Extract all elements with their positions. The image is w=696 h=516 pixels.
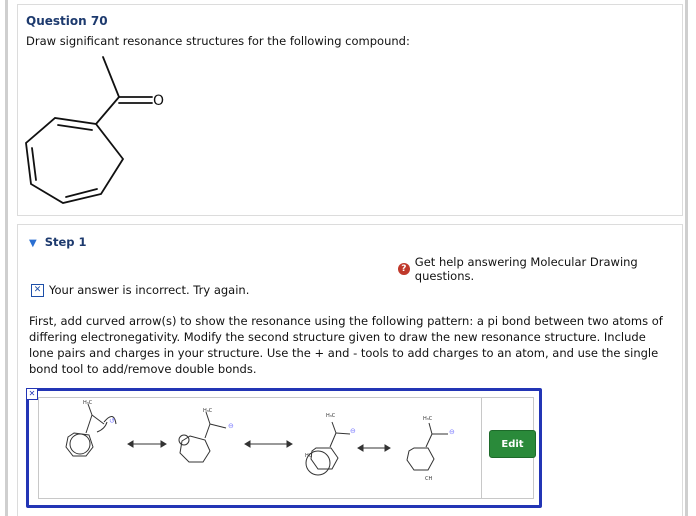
edit-button[interactable]: Edit bbox=[489, 430, 536, 458]
oxygen-label: O bbox=[153, 93, 165, 109]
help-text[interactable]: Get help answering Molecular Drawing questions. bbox=[414, 255, 638, 283]
struct1-methyl-label: H₃C bbox=[83, 400, 93, 406]
svg-text:⊖: ⊖ bbox=[449, 428, 455, 436]
question-prompt: Draw significant resonance structures for the following compound: bbox=[26, 34, 410, 48]
help-icon: ? bbox=[398, 263, 410, 275]
answer-remove-icon[interactable]: ✕ bbox=[26, 388, 38, 400]
struct2-methyl-label: H₃C bbox=[203, 408, 213, 414]
struct4-ch-label: CH bbox=[425, 476, 433, 482]
struct3-methyl-label: H₃C bbox=[326, 413, 336, 419]
struct3-hc-label: HC bbox=[305, 453, 313, 459]
instructions-text: First, add curved arrow(s) to show the resonance using the following pattern: a pi bond between two atoms of differing electronegativity. Modify the second structure given to draw the new resonance structure. Include lone pairs and charges in your structure. Use the + and - tools to add charges to an atom, and use the single bond tool to add/remove double bonds. bbox=[29, 314, 663, 376]
collapse-triangle-icon[interactable]: ▼ bbox=[29, 238, 37, 249]
incorrect-icon: ✕ bbox=[31, 284, 44, 297]
svg-text:↺: ↺ bbox=[109, 417, 115, 425]
svg-text:⊖: ⊖ bbox=[228, 422, 234, 430]
svg-text:⊖: ⊖ bbox=[350, 427, 356, 435]
struct4-methyl-label: H₃C bbox=[423, 416, 433, 422]
step-label: Step 1 bbox=[44, 235, 87, 249]
question-title: Question 70 bbox=[26, 14, 108, 28]
feedback-text: Your answer is incorrect. Try again. bbox=[49, 283, 250, 297]
